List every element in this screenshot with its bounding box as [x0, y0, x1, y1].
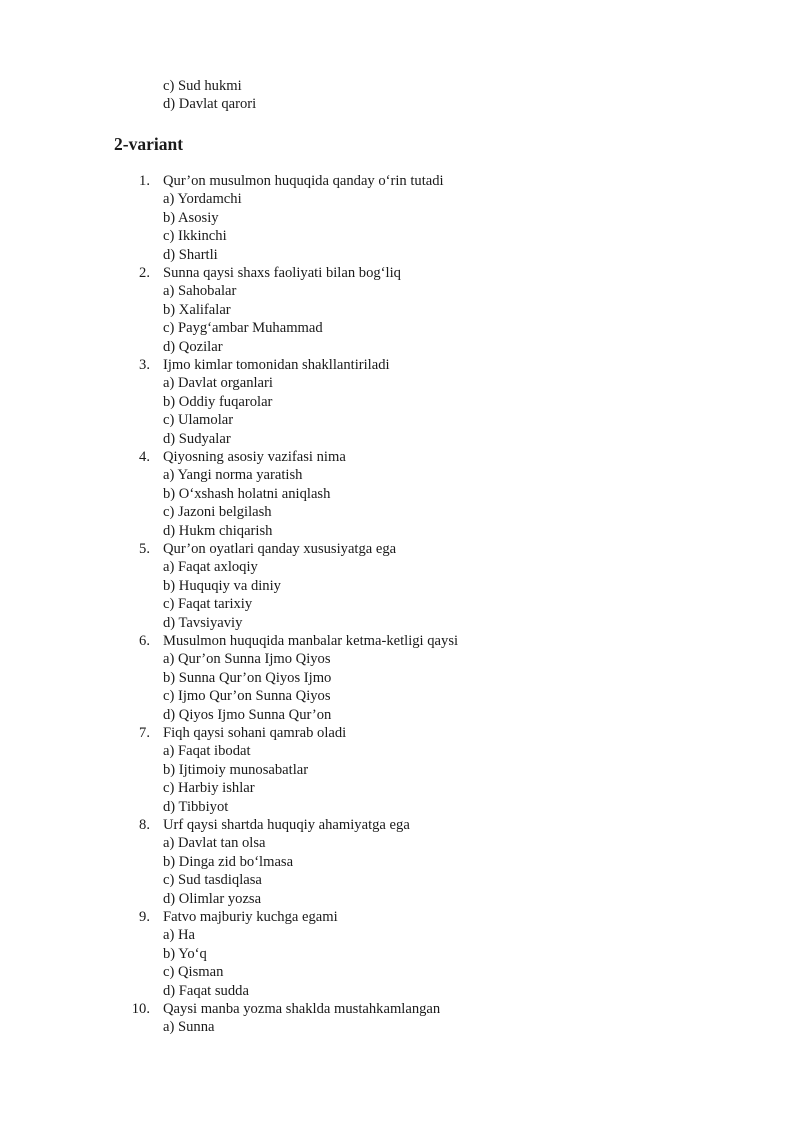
question-text: Qur’on oyatlari qanday xususiyatga ega: [163, 541, 397, 557]
answer-option: a) Ha: [163, 927, 196, 944]
answer-option: c) Sud tasdiqlasa: [163, 872, 262, 889]
answer-option: d) Tavsiyaviy: [163, 614, 243, 631]
answer-option: d) Olimlar yozsa: [163, 890, 262, 907]
answer-option: c) Ijmo Qur’on Sunna Qiyos: [163, 688, 331, 705]
answer-option: c) Faqat tarixiy: [163, 596, 253, 613]
question-number: 8.: [139, 817, 150, 833]
answer-option: b) Huquqiy va diniy: [163, 577, 281, 594]
question-text: Qur’on musulmon huquqida qanday o‘rin tutadi: [163, 173, 444, 189]
answer-option: b) Dinga zid bo‘lmasa: [163, 853, 294, 870]
question-text: Fiqh qaysi sohani qamrab oladi: [163, 725, 347, 741]
answer-option: b) Xalifalar: [163, 301, 231, 318]
answer-option: d) Faqat sudda: [163, 982, 249, 999]
question-number: 7.: [139, 725, 150, 741]
question-number: 3.: [139, 357, 150, 373]
question-text: Musulmon huquqida manbalar ketma-ketligi qaysi: [163, 633, 459, 649]
question-number: 4.: [139, 449, 150, 465]
answer-option: b) Oddiy fuqarolar: [163, 393, 273, 410]
question-text: Ijmo kimlar tomonidan shakllantiriladi: [163, 357, 390, 373]
answer-option: c) Ulamolar: [163, 412, 234, 429]
question-text: Fatvo majburiy kuchga egami: [163, 909, 338, 925]
section-title: 2-variant: [114, 134, 184, 154]
answer-option: b) Sunna Qur’on Qiyos Ijmo: [163, 669, 332, 686]
answer-option: b) O‘xshash holatni aniqlash: [163, 485, 331, 502]
question-number: 2.: [139, 265, 150, 281]
answer-option: c) Qisman: [163, 964, 224, 981]
previous-option-d: d) Davlat qarori: [163, 96, 257, 112]
question-text: Urf qaysi shartda huquqiy ahamiyatga ega: [163, 817, 410, 833]
answer-option: b) Ijtimoiy munosabatlar: [163, 761, 309, 778]
question-number: 5.: [139, 541, 150, 557]
answer-option: a) Faqat axloqiy: [163, 559, 258, 576]
answer-option: b) Asosiy: [163, 209, 219, 226]
question-number: 1.: [139, 173, 150, 189]
answer-option: d) Sudyalar: [163, 430, 231, 447]
answer-option: a) Sahobalar: [163, 283, 237, 300]
answer-option: c) Ikkinchi: [163, 228, 227, 245]
answer-option: a) Yangi norma yaratish: [163, 467, 303, 484]
answer-option: d) Shartli: [163, 246, 218, 263]
answer-option: a) Faqat ibodat: [163, 743, 251, 760]
question-number: 6.: [139, 633, 150, 649]
answer-option: c) Jazoni belgilash: [163, 504, 272, 521]
question-text: Sunna qaysi shaxs faoliyati bilan bog‘liq: [163, 265, 401, 281]
answer-option: a) Qur’on Sunna Ijmo Qiyos: [163, 651, 331, 668]
answer-option: c) Payg‘ambar Muhammad: [163, 320, 323, 337]
question-text: Qiyosning asosiy vazifasi nima: [163, 449, 346, 465]
question-text: Qaysi manba yozma shaklda mustahkamlangan: [163, 1001, 441, 1017]
answer-option: d) Qiyos Ijmo Sunna Qur’on: [163, 706, 332, 723]
answer-option: c) Harbiy ishlar: [163, 780, 255, 797]
answer-option: b) Yo‘q: [163, 945, 207, 962]
question-number: 10.: [131, 1001, 150, 1017]
previous-option-c: c) Sud hukmi: [163, 78, 242, 94]
question-number: 9.: [139, 909, 150, 925]
answer-option: a) Sunna: [163, 1019, 215, 1036]
answer-option: a) Davlat organlari: [163, 375, 273, 392]
answer-option: d) Tibbiyot: [163, 798, 229, 815]
answer-option: d) Hukm chiqarish: [163, 522, 273, 539]
answer-option: a) Davlat tan olsa: [163, 835, 266, 852]
answer-option: a) Yordamchi: [163, 191, 242, 208]
answer-option: d) Qozilar: [163, 338, 223, 355]
